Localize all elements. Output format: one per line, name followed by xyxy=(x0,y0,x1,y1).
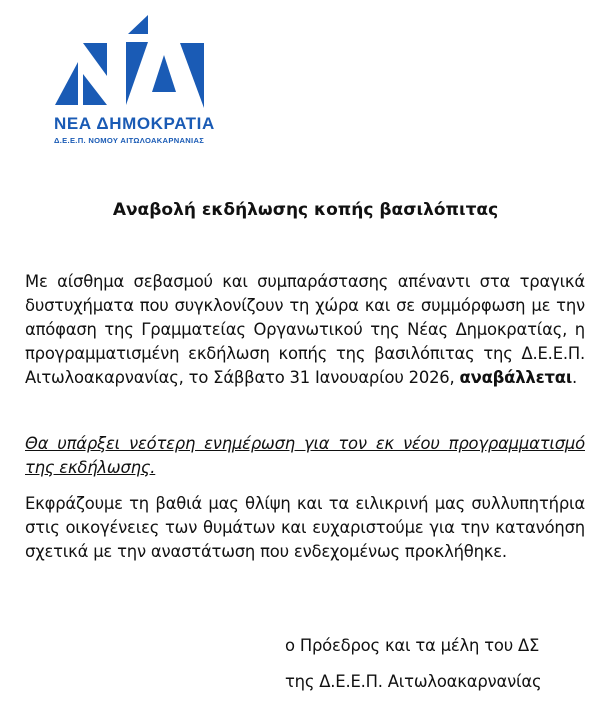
logo-shape xyxy=(152,55,176,92)
document-title: Αναβολή εκδήλωσης κοπής βασιλόπιτας xyxy=(112,200,499,220)
paragraph-text: Με αίσθημα σεβασμού και συμπαράστασης απέναντι στα τραγικά δυστυχήματα που συγκλονίζουν τη χώρα και σε συμμόρφωση με την απόφαση της Γραμματείας Οργανωτικού της Νέας Δημοκρατίας, η προγραμματισμένη εκδήλωση κοπής της βασιλόπιτας της Δ.Ε.Ε.Π. Αιτωλοακαρνανίας, το Σάββατο 31 Ιανουαρίου 2026, xyxy=(25,272,585,387)
logo-shape xyxy=(83,74,107,105)
nd-logo-icon xyxy=(40,10,230,115)
logo-shape xyxy=(83,43,107,76)
logo-shape xyxy=(128,15,148,34)
signature-line-1: ο Πρόεδρος και τα μέλη του ΔΣ xyxy=(285,636,540,655)
logo-party-name: ΝΕΑ ΔΗΜΟΚΡΑΤΙΑ xyxy=(54,114,215,133)
paragraph-announcement xyxy=(25,270,585,390)
logo-shape xyxy=(126,42,148,105)
paragraph-condolences: Εκφράζουμε τη βαθιά μας θλίψη και τα ειλικρινή μας συλλυπητήρια στις οικογένειες των θυμάτων και ευχαριστούμε για την κατανόηση σχετικά με την αναστάτωση που ενδεχομένως προκλήθηκε. xyxy=(25,494,585,561)
signature-line-2: της Δ.Ε.Ε.Π. Αιτωλοακαρνανίας xyxy=(285,672,542,691)
paragraph-end: . xyxy=(572,368,578,387)
bold-postponed: αναβάλλεται xyxy=(459,368,573,387)
party-logo xyxy=(40,10,230,145)
logo-shape xyxy=(180,43,204,108)
paragraph-update-notice: Θα υπάρξει νεότερη ενημέρωση για τον εκ νέου προγραμματισμό της εκδήλωσης. xyxy=(25,434,585,477)
logo-subtitle: Δ.Ε.Ε.Π. ΝΟΜΟΥ ΑΙΤΩΛΟΑΚΑΡΝΑΝΙΑΣ xyxy=(54,136,205,145)
logo-shape xyxy=(55,62,78,105)
